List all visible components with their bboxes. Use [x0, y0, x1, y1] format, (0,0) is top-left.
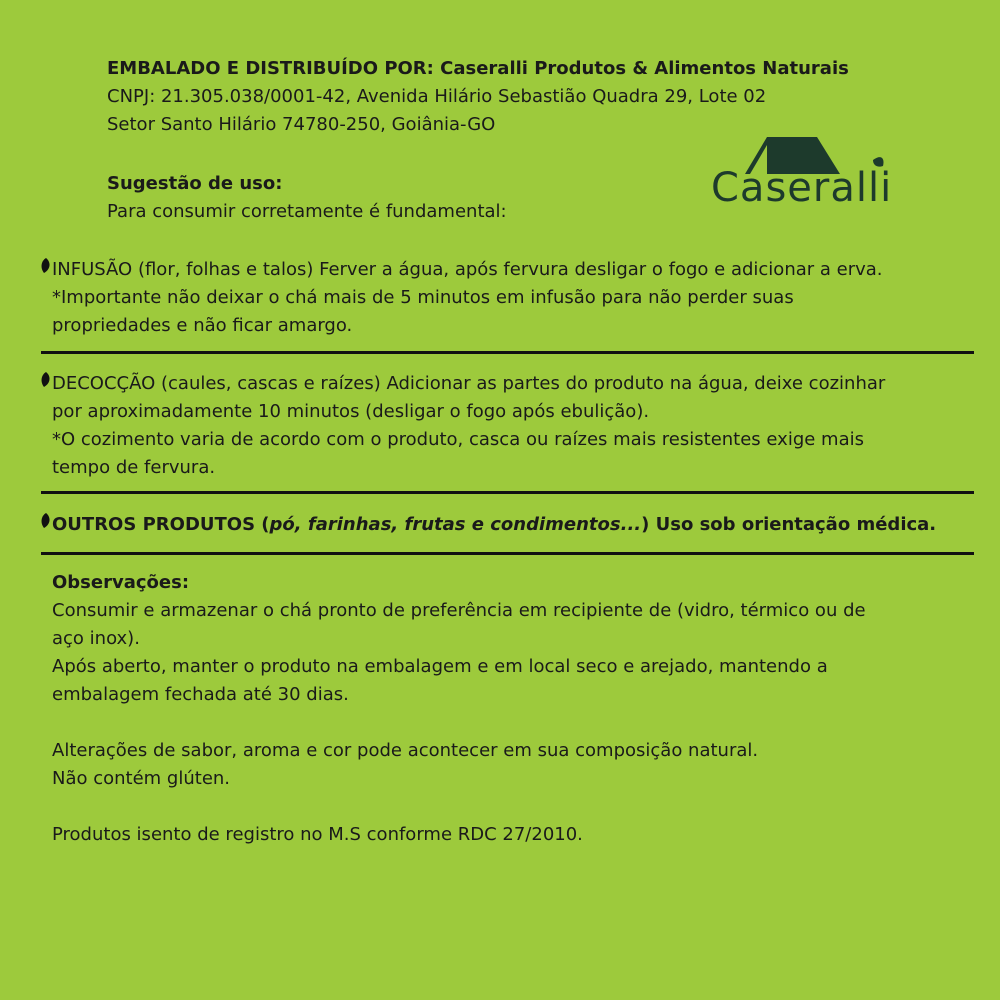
other-products-line [52, 511, 936, 539]
distributor-block [107, 55, 849, 139]
decoction-line-3: *O cozimento varia de acordo com o produto, casca ou raízes mais resistentes exige mais [52, 429, 864, 450]
usage-block [107, 170, 507, 226]
infusion-line-3: propriedades e não ficar amargo. [52, 315, 353, 336]
observations-line-1: Consumir e armazenar o chá pronto de preferência em recipiente de (vidro, térmico ou de [52, 600, 866, 621]
decoction-line-4: tempo de fervura. [52, 457, 216, 478]
leaf-bullet-icon [40, 258, 51, 273]
leaf-bullet-icon [40, 372, 51, 387]
leaf-bullet-icon [40, 513, 51, 528]
caseralli-logo [705, 132, 895, 212]
other-products-italic: pó, farinhas, frutas e condimentos... [269, 514, 642, 535]
divider-2 [41, 491, 974, 494]
infusion-section [52, 256, 883, 340]
divider-3 [41, 552, 974, 555]
decoction-line-2: por aproximadamente 10 minutos (desligar o fogo após ebulição). [52, 401, 650, 422]
observations-line-4: embalagem fechada até 30 dias. [52, 684, 349, 705]
other-products-section [52, 511, 936, 539]
divider-1 [41, 351, 974, 354]
observations-line-3: Após aberto, manter o produto na embalagem e em local seco e arejado, mantendo a [52, 656, 828, 677]
distributor-name: Caseralli Produtos & Alimentos Naturais [440, 58, 849, 79]
observations-line-2: aço inox). [52, 628, 140, 649]
decoction-line-1: DECOCÇÃO (caules, cascas e raízes) Adicionar as partes do produto na água, deixe cozinhar [52, 373, 886, 394]
infusion-line-1: INFUSÃO (flor, folhas e talos) Ferver a água, após fervura desligar o fogo e adicionar a erva. [52, 259, 883, 280]
usage-intro: Para consumir corretamente é fundamental: [107, 201, 507, 222]
observations-title: Observações: [52, 572, 190, 593]
other-products-label: OUTROS PRODUTOS ( [52, 514, 270, 535]
distributor-heading [107, 55, 849, 83]
decoction-section [52, 370, 885, 482]
distributor-label: EMBALADO E DISTRIBUÍDO POR: [107, 58, 434, 79]
usage-title: Sugestão de uso: [107, 173, 283, 194]
observations-line-7: Produtos isento de registro no M.S conforme RDC 27/2010. [52, 824, 583, 845]
observations-line-6: Não contém glúten. [52, 768, 231, 789]
other-products-rest: ) Uso sob orientação médica. [641, 514, 937, 535]
logo-text: Caseralli [711, 165, 893, 211]
observations-section [52, 569, 866, 849]
address-line-2: Setor Santo Hilário 74780-250, Goiânia-GO [107, 114, 496, 135]
address-line-1: CNPJ: 21.305.038/0001-42, Avenida Hilário Sebastião Quadra 29, Lote 02 [107, 86, 767, 107]
infusion-line-2: *Importante não deixar o chá mais de 5 minutos em infusão para não perder suas [52, 287, 794, 308]
observations-line-5: Alterações de sabor, aroma e cor pode acontecer em sua composição natural. [52, 740, 759, 761]
